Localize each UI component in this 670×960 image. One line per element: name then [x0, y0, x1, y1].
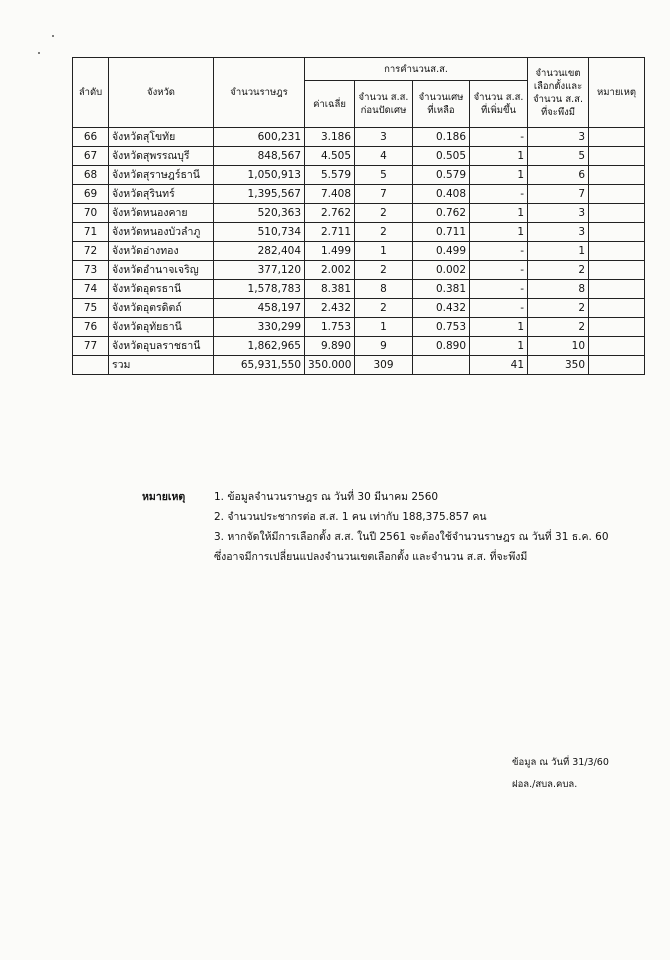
total-average: 350.000: [305, 356, 355, 375]
row-districts: 2: [528, 299, 589, 318]
row-mp-before-rounding: 1: [355, 242, 413, 261]
row-average: 7.408: [305, 185, 355, 204]
row-mp-before-rounding: 7: [355, 185, 413, 204]
row-remainder: 0.408: [413, 185, 470, 204]
table-row: [73, 242, 645, 261]
row-remark: [589, 280, 645, 299]
total-mp: 309: [355, 356, 413, 375]
row-remainder: 0.186: [413, 128, 470, 147]
row-order: 68: [73, 166, 109, 185]
row-order: 69: [73, 185, 109, 204]
row-mp-added: 1: [470, 337, 528, 356]
row-mp-before-rounding: 2: [355, 204, 413, 223]
row-mp-before-rounding: 3: [355, 128, 413, 147]
note-item: 1. ข้อมูลจำนวนราษฎร ณ วันที่ 30 มีนาคม 2560: [214, 491, 439, 503]
table-body: [73, 128, 645, 356]
row-province: จังหวัดอุตรดิตถ์: [109, 299, 214, 318]
total-remainder: [413, 356, 470, 375]
row-remark: [589, 204, 645, 223]
row-mp-before-rounding: 2: [355, 261, 413, 280]
notes-list: [214, 487, 644, 567]
row-average: 3.186: [305, 128, 355, 147]
row-average: 5.579: [305, 166, 355, 185]
row-remark: [589, 185, 645, 204]
row-province: จังหวัดอุทัยธานี: [109, 318, 214, 337]
total-label: รวม: [109, 356, 214, 375]
table-row: [73, 185, 645, 204]
header-remainder: จำนวนเศษที่เหลือ: [413, 81, 470, 128]
row-districts: 7: [528, 185, 589, 204]
row-average: 8.381: [305, 280, 355, 299]
row-order: 70: [73, 204, 109, 223]
row-remainder: 0.505: [413, 147, 470, 166]
row-mp-added: -: [470, 280, 528, 299]
row-mp-added: 1: [470, 166, 528, 185]
row-districts: 2: [528, 261, 589, 280]
row-mp-before-rounding: 5: [355, 166, 413, 185]
row-population: 282,404: [214, 242, 305, 261]
row-order: 71: [73, 223, 109, 242]
row-districts: 3: [528, 204, 589, 223]
department-code: ฝอล./สบล.คบล.: [512, 779, 578, 790]
row-average: 2.762: [305, 204, 355, 223]
row-mp-before-rounding: 1: [355, 318, 413, 337]
row-remainder: 0.381: [413, 280, 470, 299]
row-remainder: 0.762: [413, 204, 470, 223]
row-population: 1,395,567: [214, 185, 305, 204]
note-item-continuation: ซึ่งอาจมีการเปลี่ยนแปลงจำนวนเขตเลือกตั้ง และจำนวน ส.ส. ที่จะพึงมี: [214, 551, 528, 563]
row-districts: 1: [528, 242, 589, 261]
table-row: [73, 318, 645, 337]
row-districts: 3: [528, 223, 589, 242]
row-districts: 2: [528, 318, 589, 337]
row-population: 848,567: [214, 147, 305, 166]
row-remainder: 0.432: [413, 299, 470, 318]
footer-block: [512, 752, 609, 796]
row-mp-before-rounding: 4: [355, 147, 413, 166]
row-province: จังหวัดสุราษฎร์ธานี: [109, 166, 214, 185]
row-mp-added: -: [470, 299, 528, 318]
table-row: [73, 337, 645, 356]
row-province: จังหวัดหนองบัวลำภู: [109, 223, 214, 242]
scan-speck: [52, 35, 54, 37]
row-population: 458,197: [214, 299, 305, 318]
row-population: 520,363: [214, 204, 305, 223]
row-districts: 6: [528, 166, 589, 185]
row-mp-before-rounding: 2: [355, 223, 413, 242]
table-row: [73, 166, 645, 185]
row-mp-added: -: [470, 128, 528, 147]
row-mp-added: -: [470, 242, 528, 261]
row-order: 67: [73, 147, 109, 166]
row-mp-added: 1: [470, 318, 528, 337]
row-average: 1.753: [305, 318, 355, 337]
row-mp-before-rounding: 9: [355, 337, 413, 356]
row-province: จังหวัดสุโขทัย: [109, 128, 214, 147]
row-mp-before-rounding: 2: [355, 299, 413, 318]
table-row: [73, 204, 645, 223]
table-row: [73, 128, 645, 147]
table-row: [73, 147, 645, 166]
row-remark: [589, 128, 645, 147]
row-mp-added: -: [470, 185, 528, 204]
row-order: 76: [73, 318, 109, 337]
row-remark: [589, 318, 645, 337]
header-mp-added: จำนวน ส.ส. ที่เพิ่มขึ้น: [470, 81, 528, 128]
total-population: 65,931,550: [214, 356, 305, 375]
row-districts: 8: [528, 280, 589, 299]
row-remainder: 0.890: [413, 337, 470, 356]
header-mp-before-rounding: จำนวน ส.ส. ก่อนปัดเศษ: [355, 81, 413, 128]
table-row: [73, 299, 645, 318]
row-mp-added: -: [470, 261, 528, 280]
row-province: จังหวัดอำนาจเจริญ: [109, 261, 214, 280]
row-remainder: 0.002: [413, 261, 470, 280]
header-population: จำนวนราษฎร: [214, 58, 305, 128]
row-remark: [589, 299, 645, 318]
row-remark: [589, 242, 645, 261]
total-districts: 350: [528, 356, 589, 375]
row-order: 73: [73, 261, 109, 280]
scan-speck: [38, 52, 40, 54]
row-population: 1,862,965: [214, 337, 305, 356]
table-total-row: [73, 356, 645, 375]
note-item: 3. หากจัดให้มีการเลือกตั้ง ส.ส. ในปี 2561 จะต้องใช้จำนวนราษฎร ณ วันที่ 31 ธ.ค. 60: [214, 531, 609, 543]
total-remark-cell: [589, 356, 645, 375]
row-remark: [589, 261, 645, 280]
row-population: 510,734: [214, 223, 305, 242]
row-population: 1,578,783: [214, 280, 305, 299]
row-province: จังหวัดอุดรธานี: [109, 280, 214, 299]
row-remainder: 0.711: [413, 223, 470, 242]
row-remainder: 0.579: [413, 166, 470, 185]
table-row: [73, 261, 645, 280]
note-item: 2. จำนวนประชากรต่อ ส.ส. 1 คน เท่ากับ 188,375.857 คน: [214, 511, 487, 523]
row-remainder: 0.499: [413, 242, 470, 261]
mp-allocation-table: [72, 57, 645, 375]
row-average: 2.002: [305, 261, 355, 280]
row-average: 2.432: [305, 299, 355, 318]
header-calculation-group: การคำนวนส.ส.: [305, 58, 528, 81]
row-province: จังหวัดสุพรรณบุรี: [109, 147, 214, 166]
total-added: 41: [470, 356, 528, 375]
header-average: ค่าเฉลี่ย: [305, 81, 355, 128]
row-population: 600,231: [214, 128, 305, 147]
row-remark: [589, 166, 645, 185]
row-order: 72: [73, 242, 109, 261]
row-remark: [589, 147, 645, 166]
row-districts: 5: [528, 147, 589, 166]
table-row: [73, 280, 645, 299]
row-districts: 3: [528, 128, 589, 147]
header-order: ลำดับ: [73, 58, 109, 128]
row-population: 377,120: [214, 261, 305, 280]
row-remainder: 0.753: [413, 318, 470, 337]
row-province: จังหวัดสุรินทร์: [109, 185, 214, 204]
table-row: [73, 223, 645, 242]
row-order: 75: [73, 299, 109, 318]
row-population: 330,299: [214, 318, 305, 337]
row-districts: 10: [528, 337, 589, 356]
row-average: 2.711: [305, 223, 355, 242]
row-average: 1.499: [305, 242, 355, 261]
row-province: จังหวัดหนองคาย: [109, 204, 214, 223]
row-order: 66: [73, 128, 109, 147]
row-average: 4.505: [305, 147, 355, 166]
header-province: จังหวัด: [109, 58, 214, 128]
row-order: 77: [73, 337, 109, 356]
row-province: จังหวัดอ่างทอง: [109, 242, 214, 261]
total-order-cell: [73, 356, 109, 375]
table-header-row: [73, 58, 645, 81]
row-population: 1,050,913: [214, 166, 305, 185]
row-province: จังหวัดอุบลราชธานี: [109, 337, 214, 356]
row-remark: [589, 223, 645, 242]
row-mp-added: 1: [470, 204, 528, 223]
data-date: ข้อมูล ณ วันที่ 31/3/60: [512, 757, 609, 768]
row-mp-before-rounding: 8: [355, 280, 413, 299]
row-mp-added: 1: [470, 147, 528, 166]
row-mp-added: 1: [470, 223, 528, 242]
row-order: 74: [73, 280, 109, 299]
header-remarks: หมายเหตุ: [589, 58, 645, 128]
row-average: 9.890: [305, 337, 355, 356]
row-remark: [589, 337, 645, 356]
notes-label: หมายเหตุ: [142, 491, 186, 503]
header-districts: จำนวนเขตเลือกตั้งและจำนวน ส.ส. ที่จะพึงมี: [528, 58, 589, 128]
